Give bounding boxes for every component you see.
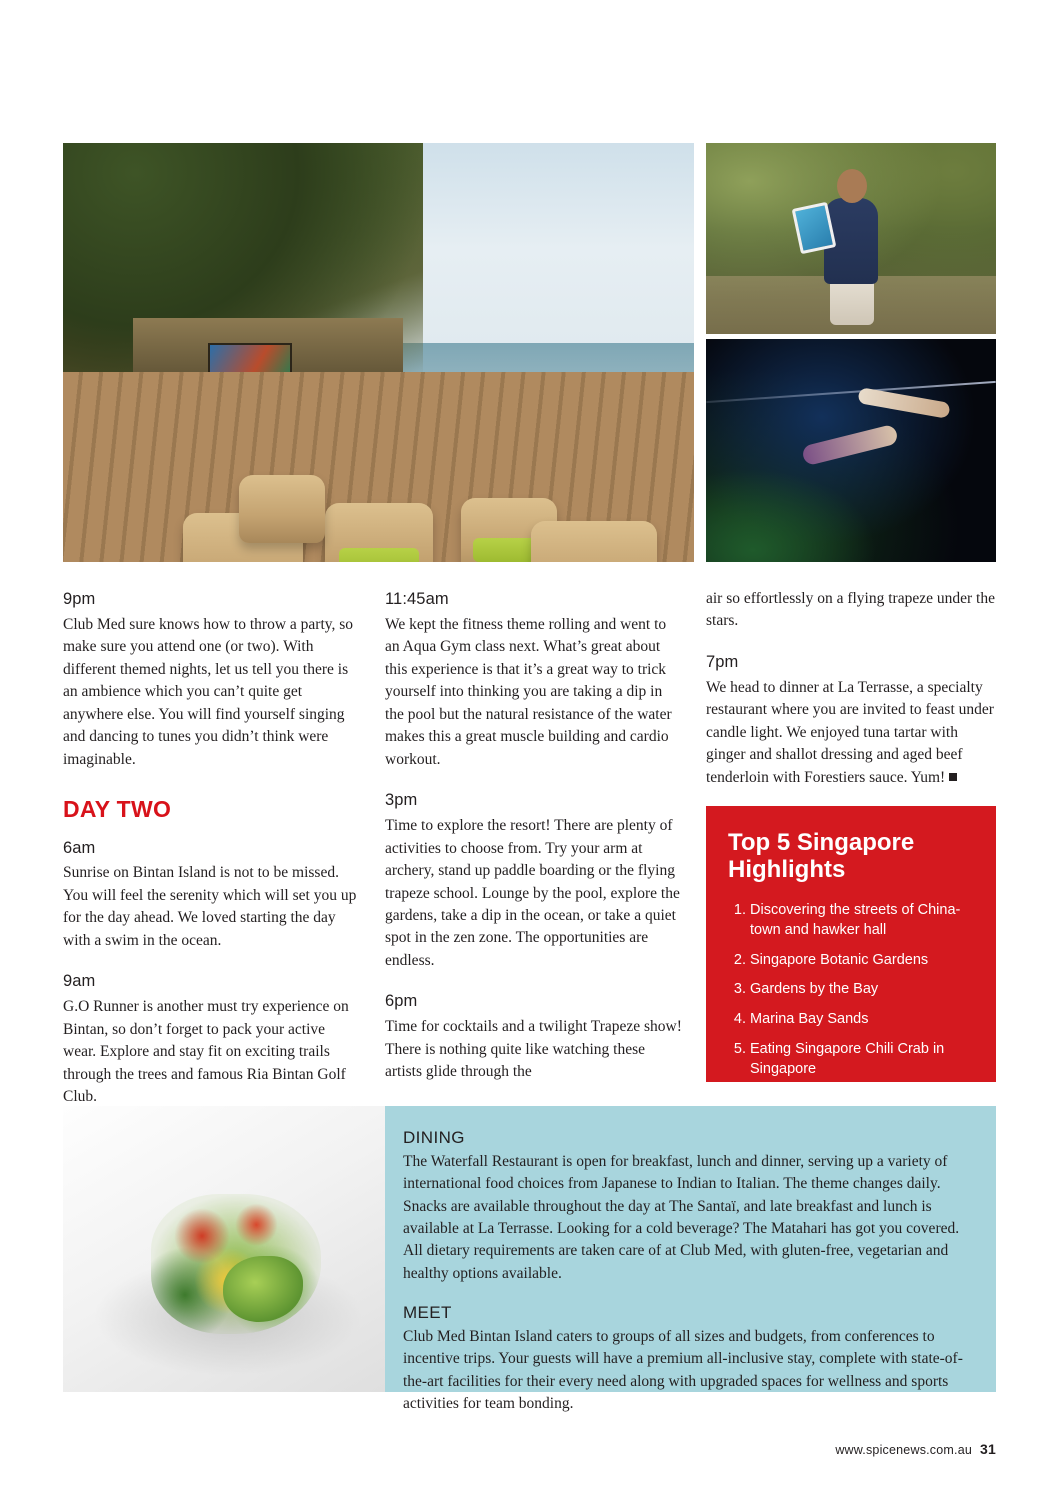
- footer-website: www.spicenews.com.au: [835, 1443, 973, 1457]
- page-number: 31: [980, 1441, 996, 1457]
- dining-heading: DINING: [403, 1128, 465, 1147]
- trail-runner-photo: [706, 143, 996, 334]
- paragraph-continuation: air so effortlessly on a flying trapeze under the stars.: [706, 590, 995, 630]
- list-item: 2. Singapore Botanic Gardens: [750, 950, 974, 971]
- time-heading-6pm: 6pm: [385, 992, 418, 1011]
- list-item: 5. Eating Singapore Chili Crab in Singapore: [750, 1039, 974, 1080]
- time-heading-7pm: 7pm: [706, 652, 739, 671]
- page-footer: [835, 1441, 996, 1457]
- time-heading-9am: 9am: [63, 972, 96, 991]
- list-item: 1. Discovering the streets of China-town and hawker hall: [750, 900, 974, 941]
- paragraph-7pm: [706, 677, 996, 789]
- top5-title: Top 5 Singapore Highlights: [728, 829, 915, 883]
- paragraph-9pm: Club Med sure knows how to throw a party, so make sure you attend one (or two). With different themed nights, let us tell you there is an ambience which you can’t quite get anywhere else. You will find yourself singing and dancing to tunes you didn’t think were imaginable.: [63, 615, 354, 768]
- time-heading-6am: 6am: [63, 838, 96, 857]
- paragraph-3pm: Time to explore the resort! There are plenty of activities to choose from. Try your arm at archery, stand up paddle boarding or the flying trapeze school. Lounge by the pool, explore the gardens, take a dip in the ocean, or take a quiet spot in the zen zone. The opportunities are endless.: [385, 817, 680, 969]
- text-column-three: [706, 588, 996, 789]
- time-heading-1145am: 11:45am: [385, 590, 449, 608]
- paragraph-6pm: Time for cocktails and a twilight Trapeze show! There is nothing quite like watching these artists glide through the: [385, 1018, 682, 1081]
- runner-head: [837, 169, 867, 203]
- text-column-two: [385, 588, 683, 1084]
- hero-resort-photo: [63, 143, 694, 562]
- paragraph-7pm-text: We head to dinner at La Terrasse, a specialty restaurant where you are invited to feast under candle light. We enjoyed tuna tartar with ginger and shallot dressing and aged beef tenderloin with Forestiers sauce. Yum!: [706, 678, 994, 786]
- day-two-heading: DAY TWO: [63, 796, 172, 823]
- meet-paragraph: Club Med Bintan Island caters to groups of all sizes and budgets, from conferences to incentive trips. Your guests will have a premium all-inclusive stay, complete with state-of-the-art facilities for their every need along with upgraded spaces for wellness and sports activities for team bonding.: [403, 1327, 963, 1412]
- top5-list: [728, 900, 974, 1080]
- paragraph-9am: G.O Runner is another must try experience on Bintan, so don’t forget to pack your active wear. Explore and stay fit on exciting trails through the trees and famous Ria Bintan Golf Club.: [63, 998, 349, 1106]
- foliage-silhouette: [706, 462, 886, 562]
- lounge-chair: [239, 475, 325, 543]
- list-item: 3. Gardens by the Bay: [750, 979, 974, 1000]
- dining-meet-info-box: [385, 1106, 996, 1412]
- time-heading-3pm: 3pm: [385, 791, 418, 810]
- dining-paragraph: The Waterfall Restaurant is open for breakfast, lunch and dinner, serving up a variety of international food choices from Japanese to Indian to Italian. The theme changes daily. Snacks are available throughout the day at The Santaï, and late breakfast and lunch is available at La Terrasse. Looking for a cold beverage? The Matahari has got you covered. All dietary requirements are taken care of at Club Med, with gluten-free, vegetarian and healthy options available.: [403, 1153, 960, 1282]
- top5-highlights-box: [706, 806, 996, 1082]
- paragraph-1145am: We kept the fitness theme rolling and went to an Aqua Gym class next. What’s great about this experience is that it’s a great way to trick yourself into thinking you are taking a dip in the pool but the natural resistance of the water makes this a great muscle building and cardio workout.: [385, 615, 672, 768]
- trapeze-show-photo: [706, 339, 996, 562]
- list-item: 4. Marina Bay Sands: [750, 1009, 974, 1030]
- time-heading-9pm: 9pm: [63, 590, 96, 608]
- meet-heading: MEET: [403, 1302, 452, 1322]
- paragraph-6am: Sunrise on Bintan Island is not to be missed. You will feel the serenity which will set you up for the day ahead. We loved starting the day with a swim in the ocean.: [63, 864, 357, 949]
- food-plate-photo: [63, 1106, 389, 1392]
- end-of-article-mark: [949, 773, 957, 781]
- chair-cushion: [339, 548, 419, 562]
- lounge-chair: [531, 521, 657, 562]
- text-column-one: [63, 588, 361, 1109]
